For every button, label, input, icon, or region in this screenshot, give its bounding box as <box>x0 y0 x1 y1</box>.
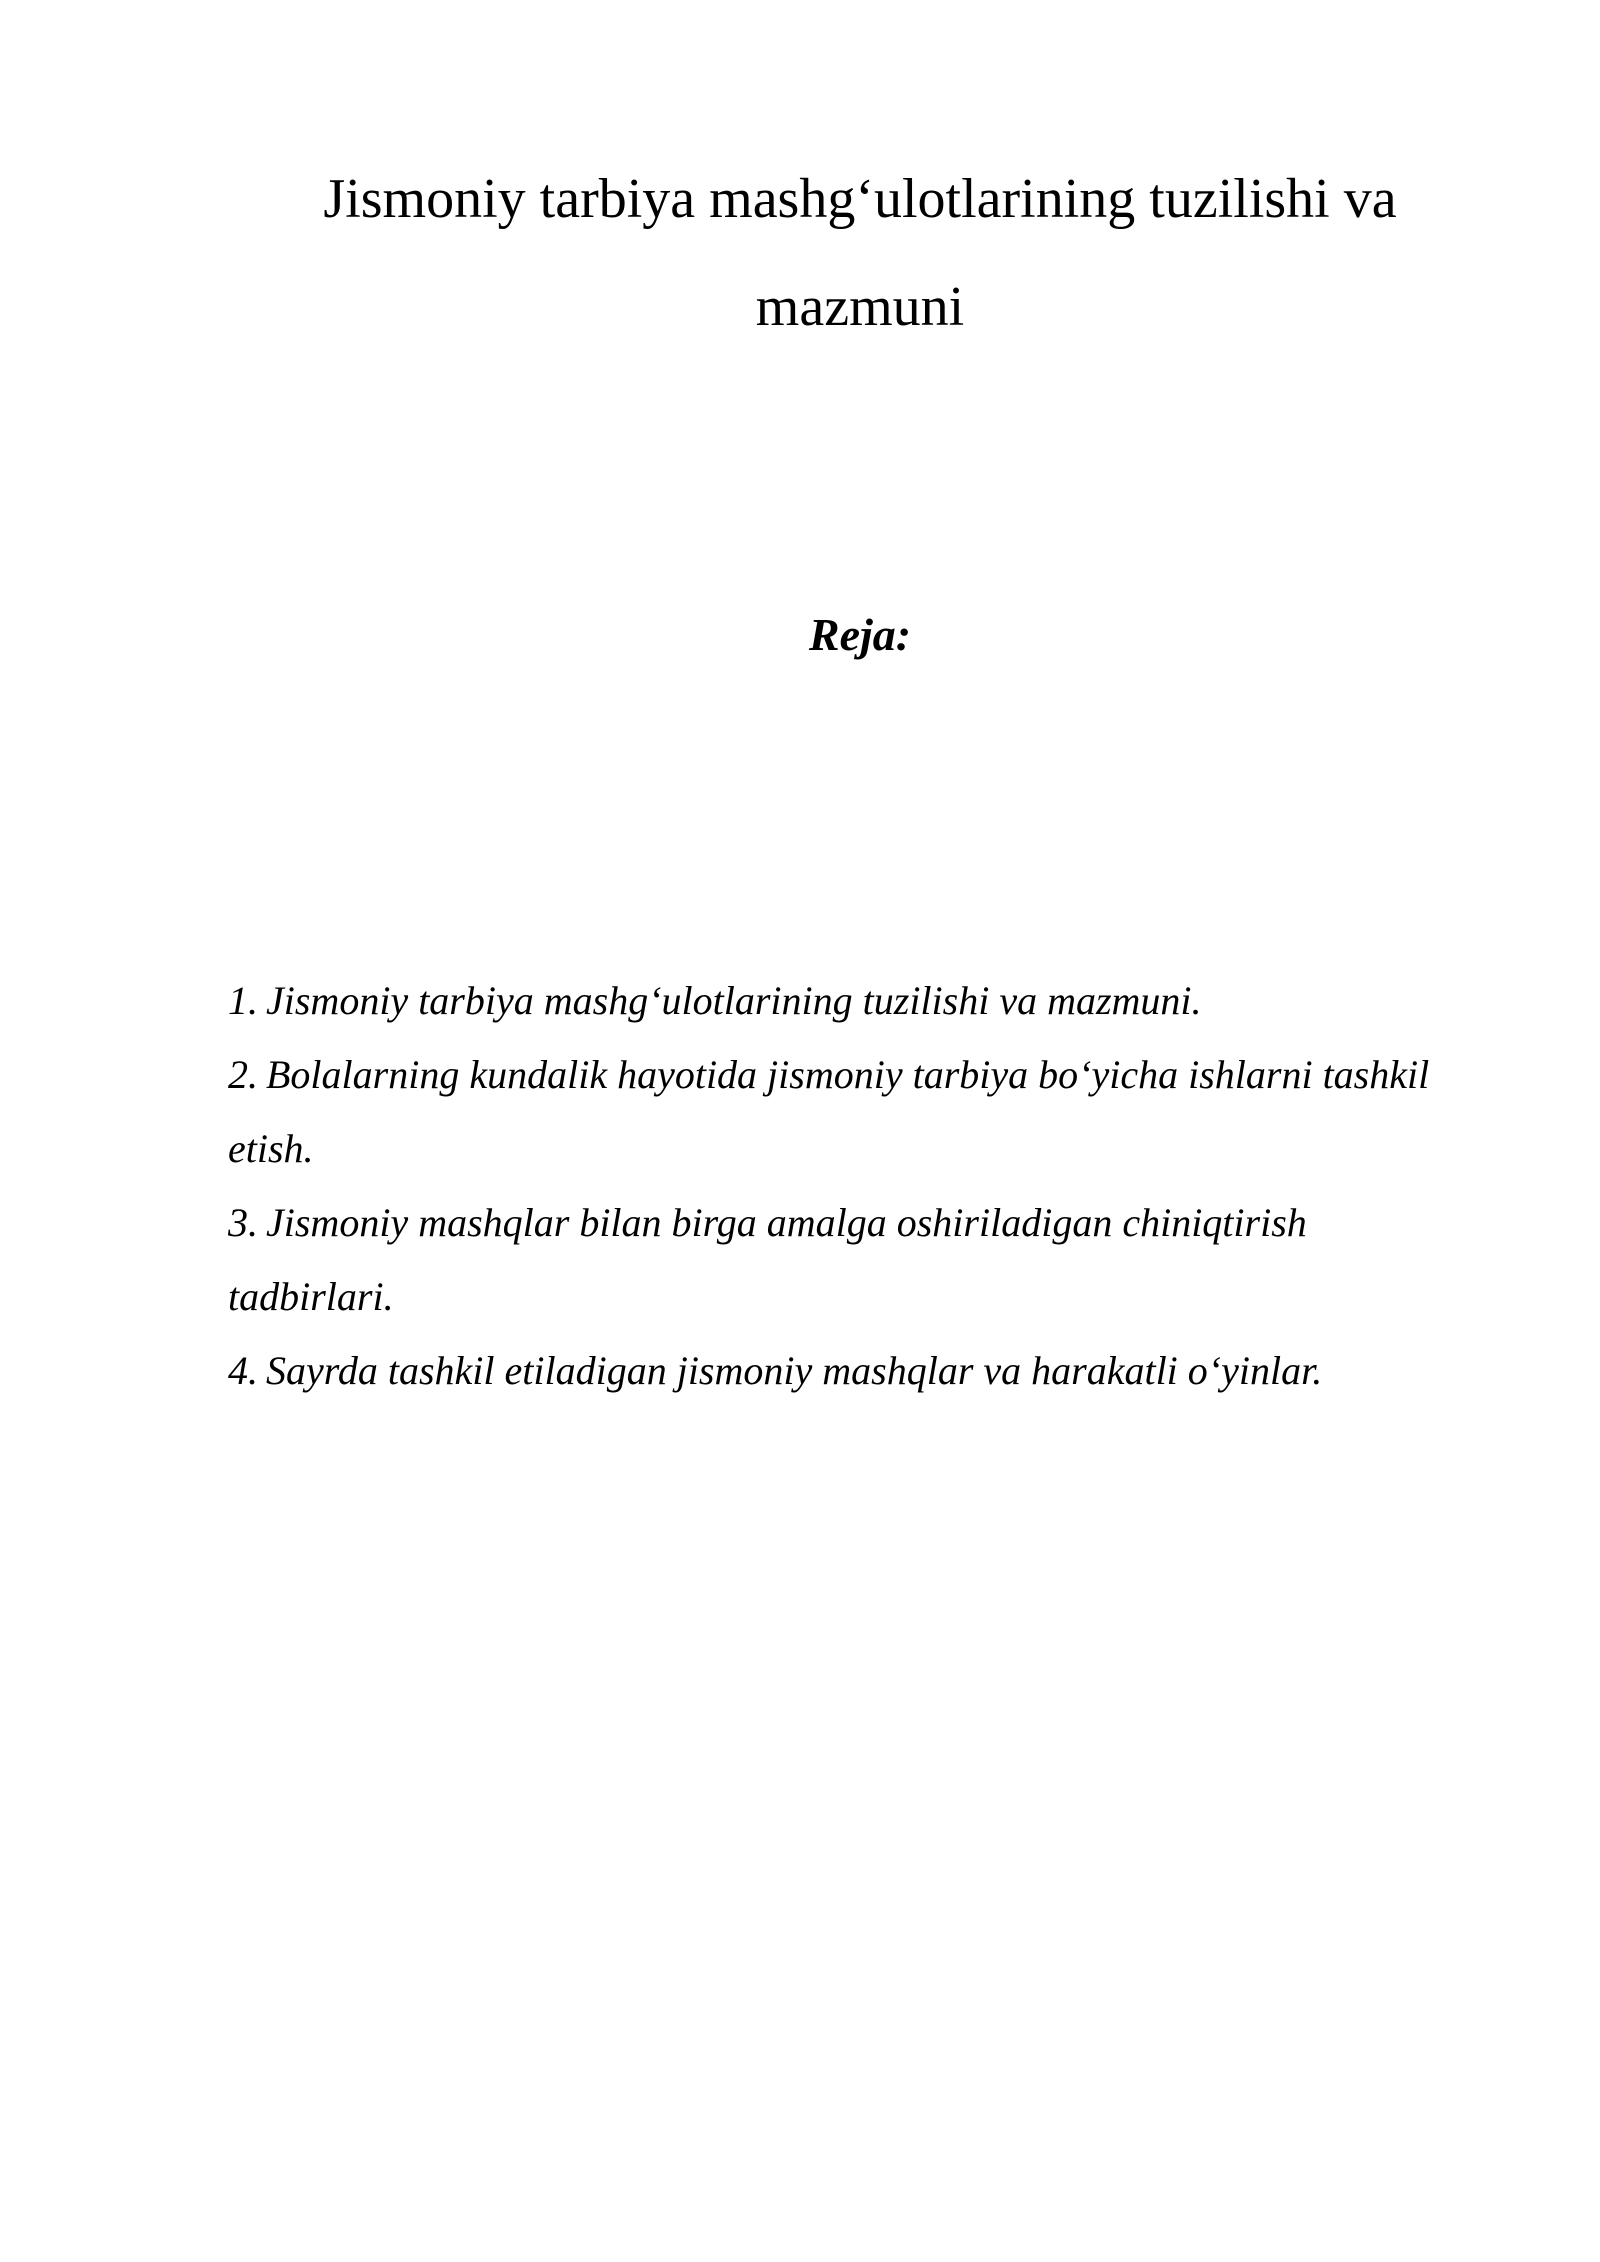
plan-item-text: Jismoniy tarbiya mashg‘ulotlarining tuzilishi va mazmuni. <box>266 978 1202 1023</box>
plan-item-number: 2. <box>228 1052 258 1097</box>
plan-heading: Reja: <box>808 609 912 660</box>
plan-item <box>228 964 1468 1038</box>
plan-item <box>228 1038 1468 1186</box>
plan-item-text: Jismoniy mashqlar bilan birga amalga oshiriladigan chiniqtirish tadbirlari. <box>228 1200 1307 1319</box>
plan-item-text: Bolalarning kundalik hayotida jismoniy tarbiya bo‘yicha ishlarni tashkil etish. <box>228 1052 1430 1171</box>
document-title: Jismoniy tarbiya mashg‘ulotlarining tuzilishi va mazmuni <box>323 168 1397 338</box>
plan-item-number: 3. <box>228 1200 258 1245</box>
plan-item <box>228 1334 1468 1408</box>
plan-item-text: Sayrda tashkil etiladigan jismoniy mashqlar va harakatli o‘yinlar. <box>266 1348 1323 1393</box>
plan-item <box>228 1186 1468 1334</box>
plan-list <box>228 964 1468 1408</box>
plan-item-number: 1. <box>228 978 258 1023</box>
plan-item-number: 4. <box>228 1348 258 1393</box>
